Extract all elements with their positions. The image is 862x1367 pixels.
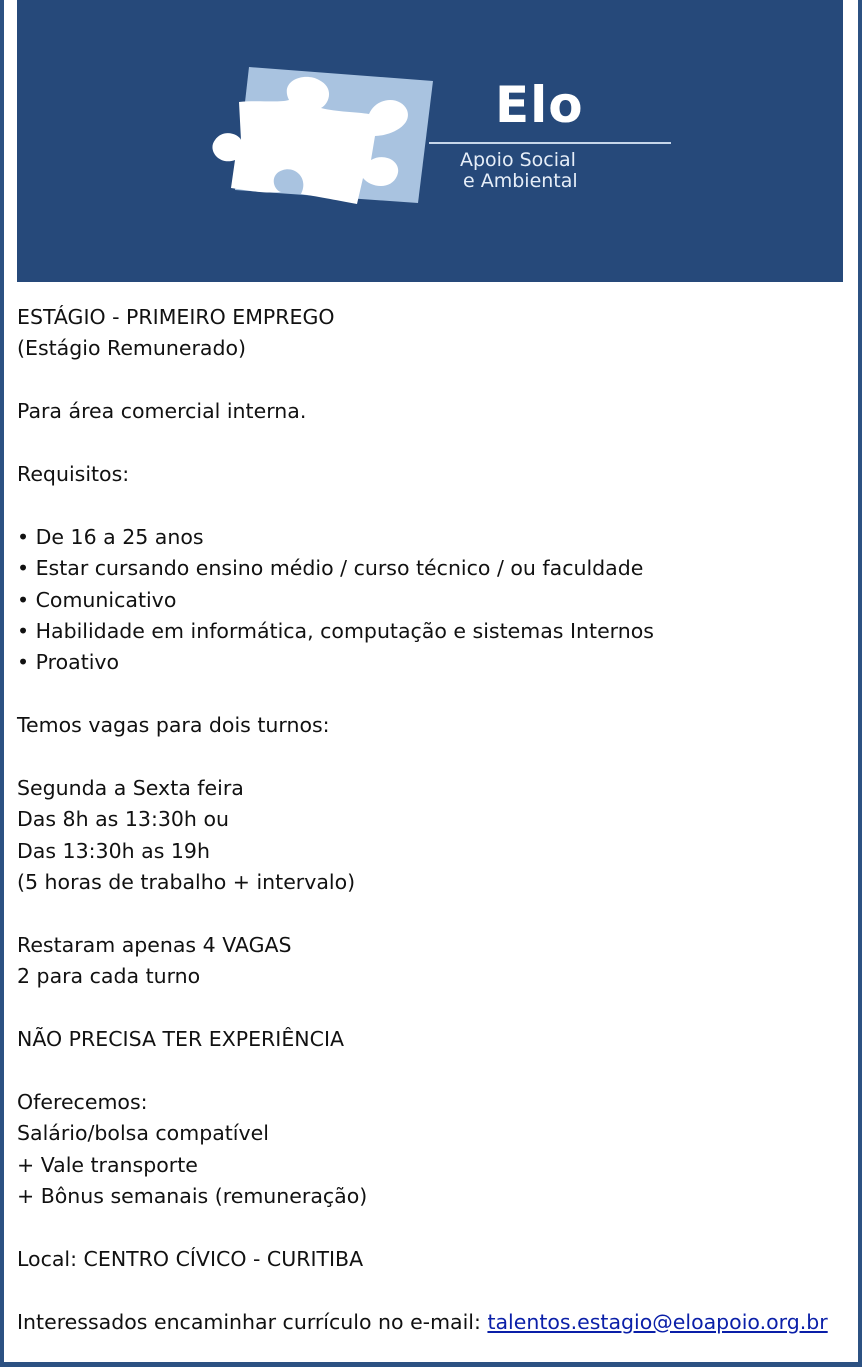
requirement-item: • De 16 a 25 anos xyxy=(17,524,204,549)
post-body xyxy=(17,302,838,1338)
offer-item: + Bônus semanais (remuneração) xyxy=(17,1183,368,1208)
brand-divider xyxy=(429,142,671,144)
brand-tagline-line1: Apoio Social xyxy=(460,149,576,171)
offer-heading: Oferecemos: xyxy=(17,1089,148,1114)
contact-line xyxy=(17,1307,838,1338)
shift-line: Segunda a Sexta feira xyxy=(17,775,244,800)
shift-line: (5 horas de trabalho + intervalo) xyxy=(17,870,356,895)
post-title: ESTÁGIO - PRIMEIRO EMPREGO xyxy=(17,305,335,329)
shifts-heading: Temos vagas para dois turnos: xyxy=(17,713,330,738)
requirement-item: • Comunicativo xyxy=(17,587,177,612)
requirement-item: • Proativo xyxy=(17,650,120,675)
puzzle-piece-icon xyxy=(17,0,843,282)
contact-email-link[interactable]: talentos.estagio@eloapoio.org.br xyxy=(487,1309,828,1334)
requirement-item: • Estar cursando ensino médio / curso técnico / ou faculdade xyxy=(17,556,644,581)
brand-tagline-line2: e Ambiental xyxy=(463,170,578,192)
vacancies-line: 2 para cada turno xyxy=(17,964,201,989)
vacancies-line: Restaram apenas 4 VAGAS xyxy=(17,932,292,957)
shift-line: Das 13:30h as 19h xyxy=(17,838,210,863)
location-text: Local: CENTRO CÍVICO - CURITIBA xyxy=(17,1246,364,1271)
brand-name: Elo xyxy=(495,76,584,134)
shift-line: Das 8h as 13:30h ou xyxy=(17,807,229,832)
experience-note: NÃO PRECISA TER EXPERIÊNCIA xyxy=(17,1026,345,1051)
post-subtitle: (Estágio Remunerado) xyxy=(17,336,247,361)
area-text: Para área comercial interna. xyxy=(17,399,307,424)
requirement-item: • Habilidade em informática, computação e sistemas Internos xyxy=(17,618,654,643)
requirements-heading: Requisitos: xyxy=(17,461,130,486)
logo-banner xyxy=(17,0,843,282)
contact-prefix: Interessados encaminhar currículo no e-mail: xyxy=(17,1309,488,1334)
offer-item: + Vale transporte xyxy=(17,1152,198,1177)
offer-item: Salário/bolsa compatível xyxy=(17,1121,269,1146)
